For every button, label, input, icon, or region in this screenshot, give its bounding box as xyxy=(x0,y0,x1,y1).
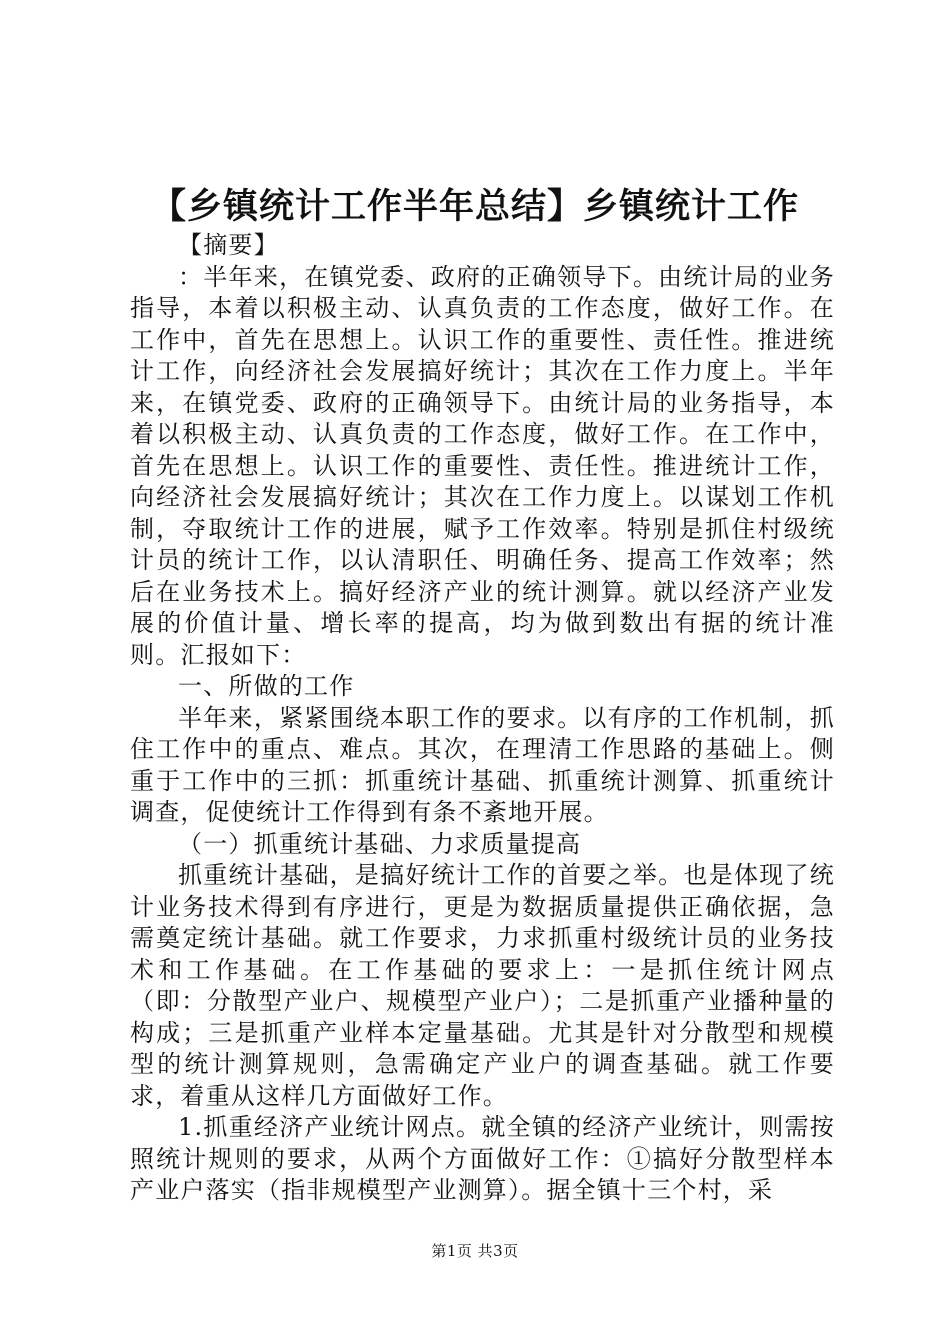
abstract-label: 【摘要】 xyxy=(178,231,279,259)
abstract-paragraph: ：半年来，在镇党委、政府的正确领导下。由统计局的业务指导，本着以积极主动、认真负责的工作态度，做好工作。在工作中，首先在思想上。认识工作的重要性、责任性。推进统计工作，向经济社会发展搞好统计；其次在工作力度上。半年来，在镇党委、政府的正确领导下。由统计局的业务指导，本着以积极主动、认真负责的工作态度，做好工作。在工作中，首先在思想上。认识工作的重要性、责任性。推进统计工作，向经济社会发展搞好统计；其次在工作力度上。以谋划工作机制，夺取统计工作的进展，赋予工作效率。特别是抓住村级统计员的统计工作，以认清职任、明确任务、提高工作效率；然后在业务技术上。搞好经济产业的统计测算。就以经济产业发展的价值计量、增长率的提高，均为做到数出有据的统计准则。汇报如下： xyxy=(130,262,835,669)
paragraph: 抓重统计基础，是搞好统计工作的首要之举。也是体现了统计业务技术得到有序进行，更是为数据质量提供正确依据，急需奠定统计基础。就工作要求，力求抓重村级统计员的业务技术和工作基础。在工作基础的要求上：一是抓住统计网点（即：分散型产业户、规模型产业户）；二是抓重产业播种量的构成；三是抓重产业样本定量基础。尤其是针对分散型和规模型的统计测算规则，急需确定产业户的调查基础。就工作要求，着重从这样几方面做好工作。 xyxy=(130,861,835,1110)
document-body xyxy=(130,230,835,1207)
paragraph: 1.抓重经济产业统计网点。就全镇的经济产业统计，则需按照统计规则的要求，从两个方面做好工作：①搞好分散型样本产业户落实（指非规模型产业测算）。据全镇十三个村，采 xyxy=(130,1113,835,1204)
page-footer: 第1页 共3页 xyxy=(431,1242,519,1260)
document-title: 【乡镇统计工作半年总结】乡镇统计工作 xyxy=(150,187,799,227)
subsection-heading-1: （一）抓重统计基础、力求质量提高 xyxy=(178,829,582,858)
section-heading-1: 一、所做的工作 xyxy=(178,672,355,700)
paragraph: 半年来，紧紧围绕本职工作的要求。以有序的工作机制，抓住工作中的重点、难点。其次，在理清工作思路的基础上。侧重于工作中的三抓：抓重统计基础、抓重统计测算、抓重统计调查，促使统计工作得到有条不紊地开展。 xyxy=(130,703,835,826)
